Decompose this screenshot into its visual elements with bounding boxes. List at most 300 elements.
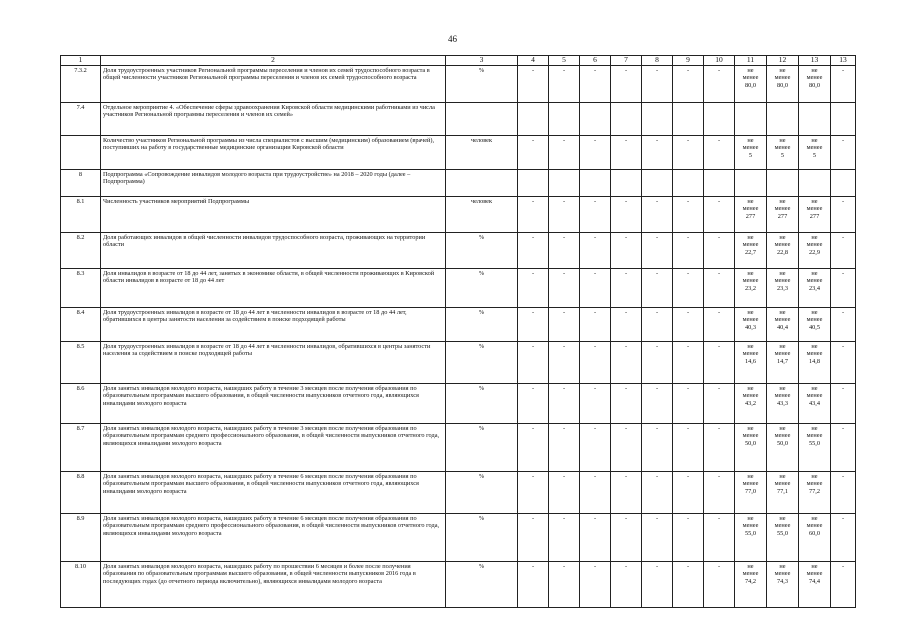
target-value-line: 55,0 (744, 529, 757, 537)
row-number: 8.4 (61, 307, 101, 341)
target-value-line: не (811, 269, 818, 277)
row-target-value (767, 383, 799, 423)
target-value-line: не (811, 384, 818, 392)
table-row (61, 423, 856, 471)
target-value-line: 50,0 (744, 439, 757, 447)
table-row (61, 561, 856, 607)
row-value-cell: - (611, 232, 642, 268)
target-value-line: менее (742, 316, 759, 324)
header-cell: 9 (673, 56, 704, 66)
row-value-cell: - (673, 65, 704, 102)
row-value-cell: - (704, 513, 735, 561)
header-cell: 10 (704, 56, 735, 66)
target-value-line: менее (742, 432, 759, 440)
row-description: Количество участников Региональной программы из числа специалистов с высшим (медицинским) образованием (врачей), поступивших на работу в государственные медицинские организации Кировской области (101, 135, 446, 169)
row-unit: % (446, 561, 518, 607)
target-value-line: менее (806, 316, 823, 324)
target-value-line: 22,9 (808, 248, 821, 256)
row-value-cell: - (673, 307, 704, 341)
target-value-line: 23,2 (744, 284, 757, 292)
target-value-line: не (779, 308, 786, 316)
row-value-cell: - (831, 423, 856, 471)
row-value-cell: - (580, 423, 611, 471)
row-value-cell: - (549, 561, 580, 607)
row-target-value (735, 471, 767, 513)
row-value-cell: - (642, 383, 673, 423)
indicators-table (60, 55, 856, 608)
target-value-line: не (747, 197, 754, 205)
row-unit: % (446, 307, 518, 341)
row-number: 8.2 (61, 232, 101, 268)
row-target-value (799, 65, 831, 102)
row-number: 8.3 (61, 268, 101, 307)
table-body (61, 56, 856, 608)
row-value-cell: - (642, 268, 673, 307)
target-value-line: менее (806, 277, 823, 285)
row-value-cell: - (642, 307, 673, 341)
target-value-line: не (747, 308, 754, 316)
target-value-line: не (779, 514, 786, 522)
target-value-line: не (747, 562, 754, 570)
row-unit (446, 169, 518, 196)
row-target-value (735, 102, 767, 135)
target-value-line: 5 (812, 151, 817, 159)
row-number: 8.7 (61, 423, 101, 471)
target-value-line: менее (774, 205, 791, 213)
target-value-line: 40,4 (776, 323, 789, 331)
row-target-value (767, 169, 799, 196)
row-target-value (799, 196, 831, 232)
target-value-line: не (779, 342, 786, 350)
target-value-line: не (811, 136, 818, 144)
row-target-value (735, 307, 767, 341)
row-value-cell: - (642, 561, 673, 607)
table-row (61, 65, 856, 102)
row-target-value (767, 561, 799, 607)
row-value-cell: - (642, 65, 673, 102)
table-row (61, 341, 856, 383)
header-cell: 6 (580, 56, 611, 66)
target-value-line: не (811, 233, 818, 241)
header-cell: 8 (642, 56, 673, 66)
row-target-value (735, 196, 767, 232)
header-cell: 1 (61, 56, 101, 66)
target-value-line: 14,6 (744, 357, 757, 365)
target-value-line: 55,0 (808, 439, 821, 447)
row-value-cell: - (580, 65, 611, 102)
row-target-value (799, 513, 831, 561)
row-value-cell (831, 169, 856, 196)
row-value-cell: - (642, 423, 673, 471)
header-cell: 5 (549, 56, 580, 66)
row-value-cell: - (704, 268, 735, 307)
target-value-line: не (811, 424, 818, 432)
row-description: Отдельное мероприятие 4. «Обеспечение сферы здравоохранения Кировской области медицинскими работниками из числа участников Региональной программы переселения и членов их семей» (101, 102, 446, 135)
row-target-value (735, 341, 767, 383)
row-value-cell: - (673, 561, 704, 607)
row-value-cell: - (611, 65, 642, 102)
row-value-cell: - (580, 383, 611, 423)
target-value-line: менее (774, 480, 791, 488)
row-value-cell: - (611, 268, 642, 307)
row-value-cell: - (642, 513, 673, 561)
row-value-cell: - (518, 135, 549, 169)
row-value-cell: - (673, 268, 704, 307)
row-target-value (799, 341, 831, 383)
row-value-cell: - (704, 232, 735, 268)
row-unit: % (446, 341, 518, 383)
row-value-cell: - (580, 196, 611, 232)
target-value-line: 277 (809, 212, 820, 220)
target-value-line: не (811, 66, 818, 74)
row-value-cell: - (518, 561, 549, 607)
target-value-line: менее (806, 74, 823, 82)
row-target-value (767, 102, 799, 135)
target-value-line: 22,8 (776, 248, 789, 256)
target-value-line: не (747, 66, 754, 74)
table-row (61, 102, 856, 135)
target-value-line: менее (742, 144, 759, 152)
row-value-cell: - (611, 341, 642, 383)
row-value-cell: - (580, 268, 611, 307)
row-value-cell: - (611, 383, 642, 423)
target-value-line: менее (806, 480, 823, 488)
target-value-line: менее (774, 144, 791, 152)
header-cell: 2 (101, 56, 446, 66)
row-value-cell: - (704, 196, 735, 232)
row-number: 8.1 (61, 196, 101, 232)
target-value-line: не (811, 514, 818, 522)
target-value-line: менее (742, 480, 759, 488)
target-value-line: менее (806, 522, 823, 530)
row-description: Доля занятых инвалидов молодого возраста, нашедших работу в течение 3 месяцев после получения образования по образовательным программам среднего профессионального образования, в общей численности выпускников отчетного года, являющихся инвалидами молодого возраста (101, 423, 446, 471)
target-value-line: менее (742, 350, 759, 358)
row-value-cell: - (704, 307, 735, 341)
target-value-line: не (747, 384, 754, 392)
header-cell: 11 (735, 56, 767, 66)
target-value-line: менее (806, 144, 823, 152)
row-target-value (735, 232, 767, 268)
row-target-value (767, 513, 799, 561)
row-unit: % (446, 268, 518, 307)
row-target-value (735, 513, 767, 561)
target-value-line: 23,4 (808, 284, 821, 292)
row-value-cell: - (673, 196, 704, 232)
target-value-line: 43,4 (808, 399, 821, 407)
header-cell: 12 (767, 56, 799, 66)
row-target-value (799, 102, 831, 135)
target-value-line: менее (806, 350, 823, 358)
row-target-value (799, 232, 831, 268)
row-value-cell: - (518, 196, 549, 232)
row-value-cell: - (518, 513, 549, 561)
row-value-cell: - (518, 383, 549, 423)
header-cell: 3 (446, 56, 518, 66)
row-value-cell: - (831, 341, 856, 383)
table-row (61, 513, 856, 561)
table-row (61, 383, 856, 423)
target-value-line: менее (774, 350, 791, 358)
target-value-line: 23,3 (776, 284, 789, 292)
table-row (61, 169, 856, 196)
target-value-line: 77,0 (744, 487, 757, 495)
target-value-line: не (747, 342, 754, 350)
row-number: 7.4 (61, 102, 101, 135)
row-target-value (799, 268, 831, 307)
row-value-cell: - (673, 383, 704, 423)
row-number: 8.5 (61, 341, 101, 383)
row-value-cell: - (642, 135, 673, 169)
header-cell: 4 (518, 56, 549, 66)
row-value-cell: - (611, 423, 642, 471)
row-value-cell (704, 102, 735, 135)
row-value-cell: - (642, 341, 673, 383)
target-value-line: менее (742, 74, 759, 82)
row-target-value (799, 383, 831, 423)
row-unit: человек (446, 196, 518, 232)
row-value-cell: - (831, 471, 856, 513)
target-value-line: 40,3 (744, 323, 757, 331)
row-target-value (735, 169, 767, 196)
row-number: 8.9 (61, 513, 101, 561)
row-value-cell: - (831, 307, 856, 341)
target-value-line: 14,7 (776, 357, 789, 365)
row-number: 8 (61, 169, 101, 196)
row-value-cell: - (549, 135, 580, 169)
row-target-value (767, 423, 799, 471)
row-target-value (767, 471, 799, 513)
row-value-cell: - (518, 232, 549, 268)
target-value-line: 14,8 (808, 357, 821, 365)
row-target-value (767, 135, 799, 169)
target-value-line: не (747, 233, 754, 241)
row-description: Доля инвалидов в возрасте от 18 до 44 лет, занятых в экономике области, в общей численности проживающих в Кировской области инвалидов в возрасте от 18 до 44 лет (101, 268, 446, 307)
row-target-value (799, 423, 831, 471)
row-value-cell: - (580, 232, 611, 268)
target-value-line: 60,0 (808, 529, 821, 537)
table-row (61, 232, 856, 268)
row-value-cell: - (704, 383, 735, 423)
target-value-line: 40,5 (808, 323, 821, 331)
target-value-line: менее (774, 570, 791, 578)
row-value-cell: - (642, 232, 673, 268)
row-description: Доля работающих инвалидов в общей численности инвалидов трудоспособного возраста, проживающих на территории области (101, 232, 446, 268)
row-value-cell (549, 102, 580, 135)
target-value-line: менее (742, 205, 759, 213)
target-value-line: 55,0 (776, 529, 789, 537)
target-value-line: 80,0 (808, 81, 821, 89)
header-cell: 13 (831, 56, 856, 66)
target-value-line: 5 (748, 151, 753, 159)
target-value-line: не (811, 472, 818, 480)
row-number: 7.3.2 (61, 65, 101, 102)
target-value-line: 277 (745, 212, 756, 220)
target-value-line: не (747, 472, 754, 480)
row-unit (446, 102, 518, 135)
target-value-line: менее (742, 570, 759, 578)
row-value-cell: - (642, 471, 673, 513)
row-value-cell: - (611, 307, 642, 341)
row-target-value (735, 383, 767, 423)
row-target-value (767, 268, 799, 307)
row-target-value (735, 423, 767, 471)
row-target-value (767, 65, 799, 102)
row-value-cell (580, 102, 611, 135)
row-value-cell (642, 169, 673, 196)
table-row (61, 196, 856, 232)
target-value-line: не (779, 66, 786, 74)
target-value-line: не (747, 136, 754, 144)
target-value-line: менее (742, 392, 759, 400)
row-target-value (799, 307, 831, 341)
row-value-cell (580, 169, 611, 196)
target-value-line: не (779, 136, 786, 144)
target-value-line: не (779, 269, 786, 277)
row-value-cell: - (673, 232, 704, 268)
row-description: Доля трудоустроенных участников Региональной программы переселения и членов их семей трудоспособного возраста в общей численности участников Региональной программы переселения и членов их семей трудоспособного возраста (101, 65, 446, 102)
target-value-line: не (811, 562, 818, 570)
row-value-cell: - (831, 232, 856, 268)
row-value-cell: - (704, 341, 735, 383)
row-description: Численность участников мероприятий Подпрограммы (101, 196, 446, 232)
row-unit: % (446, 471, 518, 513)
row-unit: % (446, 423, 518, 471)
row-value-cell: - (611, 561, 642, 607)
row-description: Доля занятых инвалидов молодого возраста, нашедших работу в течение 6 месяцев после получения образования по образовательным программам высшего образования, в общей численности выпускников отчетного года, являющихся инвалидами молодого возраста (101, 471, 446, 513)
row-target-value (767, 307, 799, 341)
row-unit: человек (446, 135, 518, 169)
row-value-cell: - (673, 135, 704, 169)
row-value-cell: - (580, 513, 611, 561)
row-unit: % (446, 232, 518, 268)
target-value-line: не (747, 514, 754, 522)
target-value-line: 43,3 (776, 399, 789, 407)
table-header-row (61, 56, 856, 66)
row-number (61, 135, 101, 169)
row-value-cell: - (704, 135, 735, 169)
row-value-cell: - (831, 268, 856, 307)
row-value-cell: - (549, 268, 580, 307)
row-value-cell: - (518, 65, 549, 102)
row-value-cell: - (580, 307, 611, 341)
target-value-line: менее (742, 277, 759, 285)
header-cell: 13 (799, 56, 831, 66)
row-target-value (799, 135, 831, 169)
row-value-cell (642, 102, 673, 135)
target-value-line: 22,7 (744, 248, 757, 256)
row-value-cell: - (518, 471, 549, 513)
table-row (61, 135, 856, 169)
target-value-line: менее (806, 241, 823, 249)
target-value-line: 80,0 (744, 81, 757, 89)
target-value-line: менее (774, 241, 791, 249)
target-value-line: 74,3 (776, 577, 789, 585)
row-target-value (767, 196, 799, 232)
row-value-cell: - (580, 561, 611, 607)
row-target-value (767, 232, 799, 268)
row-target-value (799, 169, 831, 196)
row-value-cell: - (831, 561, 856, 607)
row-value-cell: - (673, 471, 704, 513)
row-value-cell: - (518, 268, 549, 307)
target-value-line: не (811, 197, 818, 205)
target-value-line: 50,0 (776, 439, 789, 447)
row-value-cell: - (673, 423, 704, 471)
row-value-cell: - (549, 65, 580, 102)
row-value-cell: - (580, 135, 611, 169)
target-value-line: не (811, 342, 818, 350)
target-value-line: 277 (777, 212, 788, 220)
row-unit: % (446, 383, 518, 423)
row-value-cell: - (549, 423, 580, 471)
row-value-cell: - (518, 307, 549, 341)
row-value-cell: - (831, 135, 856, 169)
target-value-line: не (779, 472, 786, 480)
row-value-cell (549, 169, 580, 196)
row-target-value (735, 135, 767, 169)
row-description: Доля занятых инвалидов молодого возраста, нашедших работу по прошествии 6 месяцев и более после получения образования по образовательным программам высшего образования, в общей численности выпускников 2016 года в последующих годах (до отчетного периода включительно), являющихся инвалидами молодого возраста (101, 561, 446, 607)
row-unit: % (446, 65, 518, 102)
table-row (61, 307, 856, 341)
row-description: Доля занятых инвалидов молодого возраста, нашедших работу в течение 6 месяцев после получения образования по образовательным программам среднего профессионального образования, в общей численности выпускников отчетного года, являющихся инвалидами молодого возраста (101, 513, 446, 561)
row-value-cell: - (831, 383, 856, 423)
target-value-line: менее (774, 316, 791, 324)
row-value-cell: - (704, 561, 735, 607)
target-value-line: не (747, 269, 754, 277)
target-value-line: 5 (780, 151, 785, 159)
row-value-cell: - (549, 232, 580, 268)
target-value-line: не (779, 197, 786, 205)
row-value-cell (611, 169, 642, 196)
row-target-value (735, 268, 767, 307)
target-value-line: 80,0 (776, 81, 789, 89)
row-value-cell (518, 169, 549, 196)
row-value-cell: - (642, 196, 673, 232)
row-value-cell: - (549, 307, 580, 341)
row-number: 8.6 (61, 383, 101, 423)
target-value-line: менее (774, 392, 791, 400)
row-value-cell: - (611, 135, 642, 169)
target-value-line: менее (742, 241, 759, 249)
target-value-line: менее (806, 392, 823, 400)
row-value-cell (673, 169, 704, 196)
target-value-line: не (779, 233, 786, 241)
row-value-cell: - (611, 196, 642, 232)
target-value-line: менее (806, 570, 823, 578)
row-target-value (767, 341, 799, 383)
target-value-line: менее (742, 522, 759, 530)
row-value-cell (831, 102, 856, 135)
table-row (61, 268, 856, 307)
row-value-cell: - (580, 471, 611, 513)
row-description: Подпрограмма «Сопровождение инвалидов молодого возраста при трудоустройстве» на 2018 – 2020 годы (далее – Подпрограмма) (101, 169, 446, 196)
target-value-line: менее (806, 205, 823, 213)
row-value-cell: - (831, 513, 856, 561)
target-value-line: менее (774, 74, 791, 82)
row-value-cell: - (831, 65, 856, 102)
row-description: Доля трудоустроенных инвалидов в возрасте от 18 до 44 лет в численности инвалидов в возрасте от 18 до 44 лет, обратившихся в центры занятости населения за содействием в поиске подходящей работы (101, 307, 446, 341)
target-value-line: менее (806, 432, 823, 440)
target-value-line: не (811, 308, 818, 316)
target-value-line: не (779, 562, 786, 570)
target-value-line: 77,2 (808, 487, 821, 495)
row-value-cell: - (611, 513, 642, 561)
row-target-value (735, 65, 767, 102)
row-value-cell: - (518, 423, 549, 471)
target-value-line: менее (774, 432, 791, 440)
row-description: Доля занятых инвалидов молодого возраста, нашедших работу в течение 3 месяцев после получения образования по образовательным программам высшего образования, в общей численности выпускников отчетного года, являющихся инвалидами молодого возраста (101, 383, 446, 423)
target-value-line: не (747, 424, 754, 432)
